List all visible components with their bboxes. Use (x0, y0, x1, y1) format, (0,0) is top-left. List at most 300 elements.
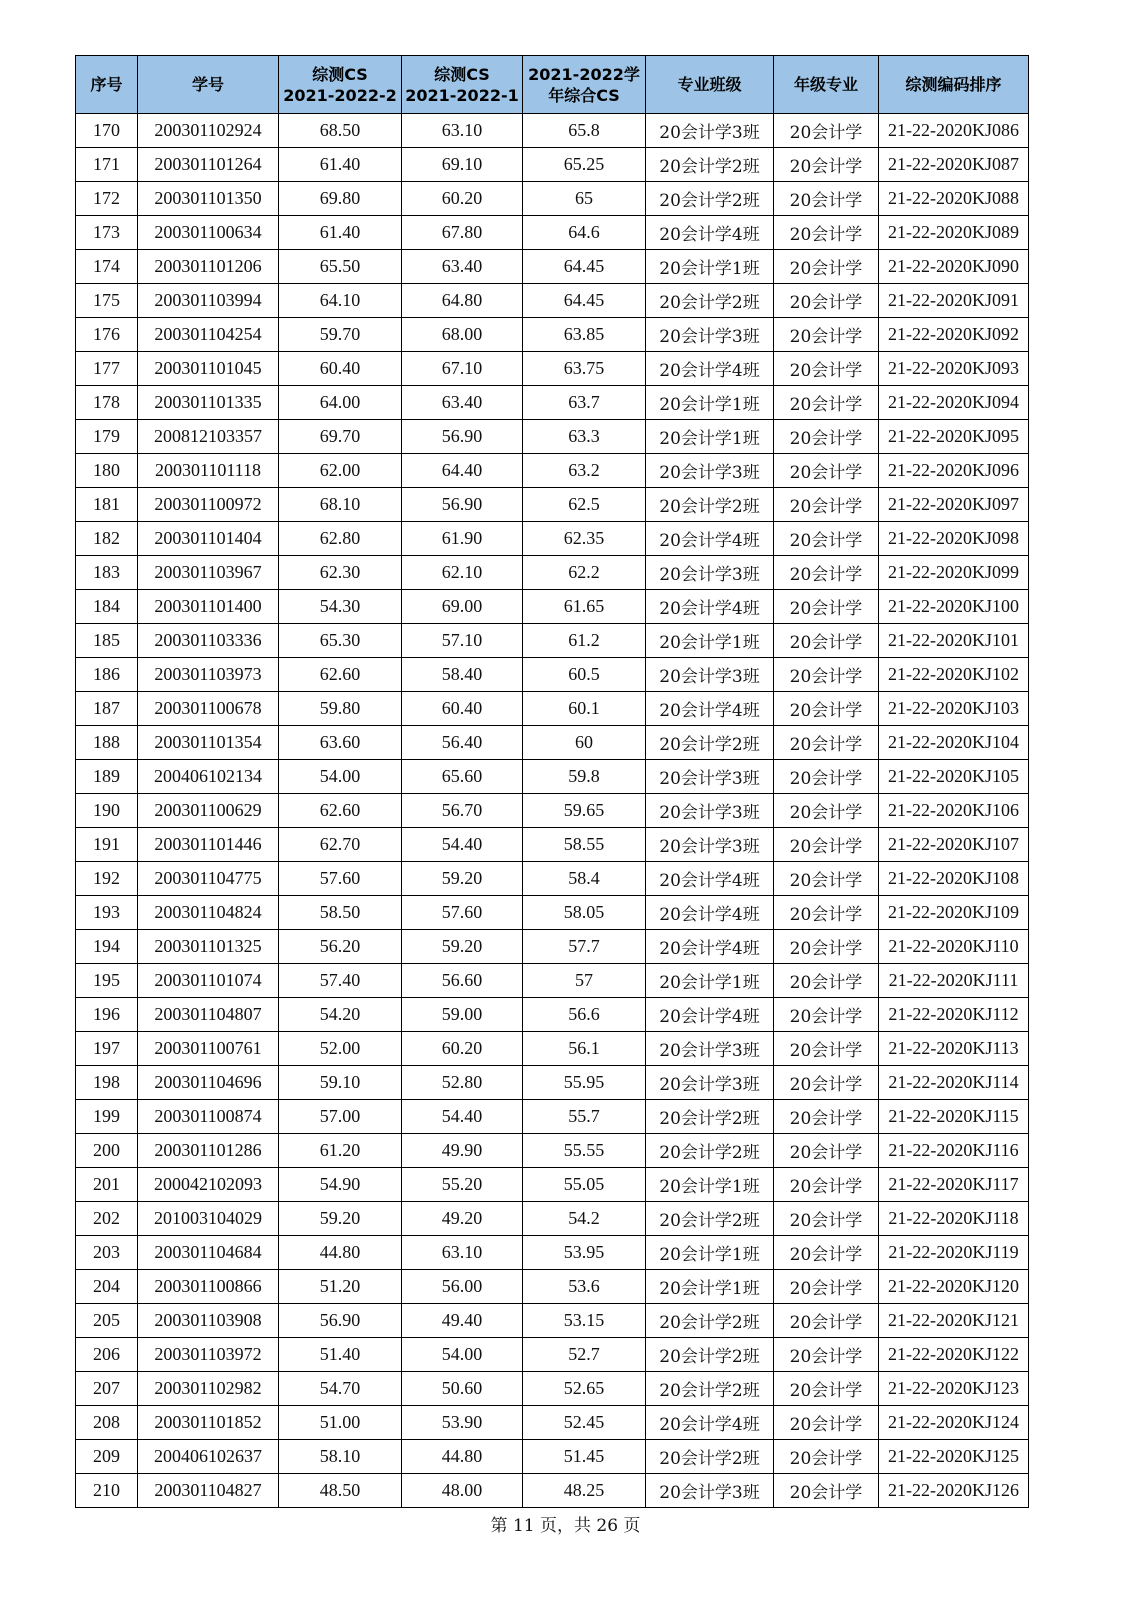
class-cell: 20会计学3班 (646, 794, 774, 828)
seq-cell: 186 (76, 658, 138, 692)
class-cell: 20会计学4班 (646, 692, 774, 726)
class-cell: 20会计学3班 (646, 828, 774, 862)
cs-2021-2022-2-cell: 57.00 (279, 1100, 402, 1134)
seq-cell: 174 (76, 250, 138, 284)
rank-code-cell: 21-22-2020KJ104 (879, 726, 1029, 760)
rank-code-cell: 21-22-2020KJ109 (879, 896, 1029, 930)
class-cell: 20会计学3班 (646, 1032, 774, 1066)
cs-2021-2022-2-cell: 52.00 (279, 1032, 402, 1066)
annual-cs-cell: 60.5 (523, 658, 646, 692)
annual-cs-cell: 64.45 (523, 284, 646, 318)
table-row (76, 1168, 1029, 1202)
student-id-cell: 200301100678 (138, 692, 279, 726)
column-header-cs2 (279, 56, 402, 114)
class-cell: 20会计学2班 (646, 1202, 774, 1236)
cs-2021-2022-2-cell: 62.60 (279, 794, 402, 828)
cs-2021-2022-1-cell: 56.00 (402, 1270, 523, 1304)
score-table-container (75, 55, 1029, 1508)
cs-2021-2022-1-cell: 57.60 (402, 896, 523, 930)
column-header-class (646, 56, 774, 114)
rank-code-cell: 21-22-2020KJ086 (879, 114, 1029, 148)
seq-cell: 209 (76, 1440, 138, 1474)
annual-cs-cell: 58.4 (523, 862, 646, 896)
student-id-cell: 200301102924 (138, 114, 279, 148)
class-cell: 20会计学2班 (646, 1304, 774, 1338)
rank-code-cell: 21-22-2020KJ102 (879, 658, 1029, 692)
major-cell: 20会计学 (774, 352, 879, 386)
cs-2021-2022-2-cell: 51.00 (279, 1406, 402, 1440)
rank-code-cell: 21-22-2020KJ114 (879, 1066, 1029, 1100)
column-header-rank-code (879, 56, 1029, 114)
table-row (76, 250, 1029, 284)
major-cell: 20会计学 (774, 386, 879, 420)
header-text: 综测编码排序 (905, 75, 1002, 94)
annual-cs-cell: 52.45 (523, 1406, 646, 1440)
cs-2021-2022-1-cell: 53.90 (402, 1406, 523, 1440)
table-row (76, 862, 1029, 896)
student-id-cell: 200301100629 (138, 794, 279, 828)
student-id-cell: 200301100874 (138, 1100, 279, 1134)
rank-code-cell: 21-22-2020KJ110 (879, 930, 1029, 964)
seq-cell: 199 (76, 1100, 138, 1134)
seq-cell: 178 (76, 386, 138, 420)
annual-cs-cell: 60 (523, 726, 646, 760)
annual-cs-cell: 64.6 (523, 216, 646, 250)
cs-2021-2022-2-cell: 62.60 (279, 658, 402, 692)
student-id-cell: 200301101400 (138, 590, 279, 624)
major-cell: 20会计学 (774, 1406, 879, 1440)
cs-2021-2022-1-cell: 69.00 (402, 590, 523, 624)
table-row (76, 454, 1029, 488)
cs-2021-2022-1-cell: 54.00 (402, 1338, 523, 1372)
student-id-cell: 200301100761 (138, 1032, 279, 1066)
cs-2021-2022-1-cell: 60.20 (402, 182, 523, 216)
annual-cs-cell: 55.05 (523, 1168, 646, 1202)
major-cell: 20会计学 (774, 726, 879, 760)
table-row (76, 658, 1029, 692)
seq-cell: 185 (76, 624, 138, 658)
major-cell: 20会计学 (774, 930, 879, 964)
major-cell: 20会计学 (774, 1270, 879, 1304)
rank-code-cell: 21-22-2020KJ100 (879, 590, 1029, 624)
annual-cs-cell: 57.7 (523, 930, 646, 964)
student-id-cell: 200301103994 (138, 284, 279, 318)
class-cell: 20会计学2班 (646, 182, 774, 216)
annual-cs-cell: 63.85 (523, 318, 646, 352)
student-id-cell: 200301103972 (138, 1338, 279, 1372)
major-cell: 20会计学 (774, 1032, 879, 1066)
class-cell: 20会计学4班 (646, 862, 774, 896)
header-text: 综测CS (434, 64, 490, 84)
annual-cs-cell: 51.45 (523, 1440, 646, 1474)
class-cell: 20会计学2班 (646, 284, 774, 318)
student-id-cell: 200301103908 (138, 1304, 279, 1338)
cs-2021-2022-1-cell: 69.10 (402, 148, 523, 182)
rank-code-cell: 21-22-2020KJ087 (879, 148, 1029, 182)
seq-cell: 183 (76, 556, 138, 590)
cs-2021-2022-1-cell: 56.60 (402, 964, 523, 998)
table-row (76, 1440, 1029, 1474)
cs-2021-2022-1-cell: 49.90 (402, 1134, 523, 1168)
major-cell: 20会计学 (774, 1066, 879, 1100)
student-id-cell: 200301101286 (138, 1134, 279, 1168)
cs-2021-2022-2-cell: 59.20 (279, 1202, 402, 1236)
class-cell: 20会计学4班 (646, 590, 774, 624)
rank-code-cell: 21-22-2020KJ094 (879, 386, 1029, 420)
header-text: 2021-2022-1 (405, 85, 519, 105)
major-cell: 20会计学 (774, 1202, 879, 1236)
rank-code-cell: 21-22-2020KJ119 (879, 1236, 1029, 1270)
seq-cell: 206 (76, 1338, 138, 1372)
annual-cs-cell: 61.2 (523, 624, 646, 658)
cs-2021-2022-1-cell: 67.80 (402, 216, 523, 250)
seq-cell: 202 (76, 1202, 138, 1236)
major-cell: 20会计学 (774, 488, 879, 522)
table-row (76, 1066, 1029, 1100)
major-cell: 20会计学 (774, 182, 879, 216)
table-row (76, 216, 1029, 250)
student-id-cell: 200406102134 (138, 760, 279, 794)
header-text: 学号 (191, 75, 224, 94)
column-header-student-id (138, 56, 279, 114)
cs-2021-2022-2-cell: 65.50 (279, 250, 402, 284)
student-id-cell: 200301101118 (138, 454, 279, 488)
annual-cs-cell: 57 (523, 964, 646, 998)
table-row (76, 1202, 1029, 1236)
header-text: 年综合CS (548, 85, 620, 105)
cs-2021-2022-2-cell: 59.80 (279, 692, 402, 726)
rank-code-cell: 21-22-2020KJ117 (879, 1168, 1029, 1202)
seq-cell: 207 (76, 1372, 138, 1406)
major-cell: 20会计学 (774, 216, 879, 250)
cs-2021-2022-1-cell: 63.10 (402, 1236, 523, 1270)
annual-cs-cell: 64.45 (523, 250, 646, 284)
table-row (76, 488, 1029, 522)
annual-cs-cell: 63.2 (523, 454, 646, 488)
cs-2021-2022-1-cell: 58.40 (402, 658, 523, 692)
major-cell: 20会计学 (774, 1100, 879, 1134)
class-cell: 20会计学1班 (646, 420, 774, 454)
annual-cs-cell: 53.15 (523, 1304, 646, 1338)
student-id-cell: 200301101335 (138, 386, 279, 420)
major-cell: 20会计学 (774, 420, 879, 454)
cs-2021-2022-2-cell: 44.80 (279, 1236, 402, 1270)
cs-2021-2022-1-cell: 59.00 (402, 998, 523, 1032)
rank-code-cell: 21-22-2020KJ118 (879, 1202, 1029, 1236)
header-text: 2021-2022-2 (283, 85, 397, 105)
rank-code-cell: 21-22-2020KJ124 (879, 1406, 1029, 1440)
table-row (76, 1304, 1029, 1338)
student-id-cell: 200301101404 (138, 522, 279, 556)
seq-cell: 187 (76, 692, 138, 726)
cs-2021-2022-2-cell: 64.10 (279, 284, 402, 318)
annual-cs-cell: 48.25 (523, 1474, 646, 1508)
cs-2021-2022-1-cell: 44.80 (402, 1440, 523, 1474)
cs-2021-2022-2-cell: 61.40 (279, 148, 402, 182)
table-row (76, 1134, 1029, 1168)
column-header-cs1 (402, 56, 523, 114)
annual-cs-cell: 63.3 (523, 420, 646, 454)
student-id-cell: 200301102982 (138, 1372, 279, 1406)
class-cell: 20会计学2班 (646, 1100, 774, 1134)
rank-code-cell: 21-22-2020KJ106 (879, 794, 1029, 828)
seq-cell: 195 (76, 964, 138, 998)
student-id-cell: 200301103967 (138, 556, 279, 590)
major-cell: 20会计学 (774, 284, 879, 318)
rank-code-cell: 21-22-2020KJ093 (879, 352, 1029, 386)
major-cell: 20会计学 (774, 1236, 879, 1270)
class-cell: 20会计学4班 (646, 216, 774, 250)
student-id-cell: 200301101354 (138, 726, 279, 760)
seq-cell: 193 (76, 896, 138, 930)
cs-2021-2022-2-cell: 68.10 (279, 488, 402, 522)
table-row (76, 896, 1029, 930)
cs-2021-2022-1-cell: 63.40 (402, 386, 523, 420)
student-id-cell: 200301103973 (138, 658, 279, 692)
class-cell: 20会计学1班 (646, 250, 774, 284)
cs-2021-2022-2-cell: 56.20 (279, 930, 402, 964)
cs-2021-2022-1-cell: 57.10 (402, 624, 523, 658)
major-cell: 20会计学 (774, 896, 879, 930)
rank-code-cell: 21-22-2020KJ096 (879, 454, 1029, 488)
table-row (76, 998, 1029, 1032)
class-cell: 20会计学1班 (646, 1270, 774, 1304)
student-id-cell: 200301100634 (138, 216, 279, 250)
rank-code-cell: 21-22-2020KJ115 (879, 1100, 1029, 1134)
annual-cs-cell: 53.6 (523, 1270, 646, 1304)
annual-cs-cell: 62.5 (523, 488, 646, 522)
cs-2021-2022-2-cell: 65.30 (279, 624, 402, 658)
seq-cell: 196 (76, 998, 138, 1032)
table-row (76, 556, 1029, 590)
student-id-cell: 200301101264 (138, 148, 279, 182)
header-text: 序号 (90, 75, 123, 94)
rank-code-cell: 21-22-2020KJ123 (879, 1372, 1029, 1406)
cs-2021-2022-1-cell: 65.60 (402, 760, 523, 794)
student-id-cell: 200301100866 (138, 1270, 279, 1304)
cs-2021-2022-2-cell: 60.40 (279, 352, 402, 386)
annual-cs-cell: 61.65 (523, 590, 646, 624)
annual-cs-cell: 52.65 (523, 1372, 646, 1406)
column-header-annual (523, 56, 646, 114)
class-cell: 20会计学3班 (646, 556, 774, 590)
annual-cs-cell: 58.05 (523, 896, 646, 930)
student-id-cell: 200301103336 (138, 624, 279, 658)
cs-2021-2022-2-cell: 57.60 (279, 862, 402, 896)
rank-code-cell: 21-22-2020KJ122 (879, 1338, 1029, 1372)
cs-2021-2022-2-cell: 61.40 (279, 216, 402, 250)
rank-code-cell: 21-22-2020KJ116 (879, 1134, 1029, 1168)
rank-code-cell: 21-22-2020KJ125 (879, 1440, 1029, 1474)
table-body (76, 114, 1029, 1508)
cs-2021-2022-2-cell: 59.70 (279, 318, 402, 352)
header-text: 专业班级 (677, 75, 742, 94)
seq-cell: 203 (76, 1236, 138, 1270)
class-cell: 20会计学1班 (646, 624, 774, 658)
cs-2021-2022-1-cell: 54.40 (402, 828, 523, 862)
rank-code-cell: 21-22-2020KJ095 (879, 420, 1029, 454)
major-cell: 20会计学 (774, 1372, 879, 1406)
student-id-cell: 200301104827 (138, 1474, 279, 1508)
class-cell: 20会计学3班 (646, 318, 774, 352)
cs-2021-2022-2-cell: 62.70 (279, 828, 402, 862)
rank-code-cell: 21-22-2020KJ090 (879, 250, 1029, 284)
major-cell: 20会计学 (774, 1168, 879, 1202)
rank-code-cell: 21-22-2020KJ097 (879, 488, 1029, 522)
cs-2021-2022-2-cell: 62.80 (279, 522, 402, 556)
cs-2021-2022-1-cell: 56.90 (402, 420, 523, 454)
table-row (76, 760, 1029, 794)
seq-cell: 205 (76, 1304, 138, 1338)
annual-cs-cell: 53.95 (523, 1236, 646, 1270)
student-id-cell: 201003104029 (138, 1202, 279, 1236)
student-id-cell: 200301104775 (138, 862, 279, 896)
student-id-cell: 200301101045 (138, 352, 279, 386)
cs-2021-2022-1-cell: 60.40 (402, 692, 523, 726)
seq-cell: 176 (76, 318, 138, 352)
class-cell: 20会计学1班 (646, 1168, 774, 1202)
class-cell: 20会计学3班 (646, 658, 774, 692)
cs-2021-2022-1-cell: 54.40 (402, 1100, 523, 1134)
cs-2021-2022-2-cell: 69.80 (279, 182, 402, 216)
seq-cell: 180 (76, 454, 138, 488)
class-cell: 20会计学3班 (646, 760, 774, 794)
major-cell: 20会计学 (774, 522, 879, 556)
seq-cell: 173 (76, 216, 138, 250)
cs-2021-2022-1-cell: 56.70 (402, 794, 523, 828)
cs-2021-2022-1-cell: 49.40 (402, 1304, 523, 1338)
student-id-cell: 200301104824 (138, 896, 279, 930)
rank-code-cell: 21-22-2020KJ091 (879, 284, 1029, 318)
header-text: 年级专业 (793, 75, 858, 94)
class-cell: 20会计学4班 (646, 352, 774, 386)
seq-cell: 192 (76, 862, 138, 896)
rank-code-cell: 21-22-2020KJ121 (879, 1304, 1029, 1338)
cs-2021-2022-2-cell: 59.10 (279, 1066, 402, 1100)
student-id-cell: 200301104807 (138, 998, 279, 1032)
cs-2021-2022-2-cell: 54.30 (279, 590, 402, 624)
major-cell: 20会计学 (774, 862, 879, 896)
class-cell: 20会计学2班 (646, 488, 774, 522)
class-cell: 20会计学1班 (646, 964, 774, 998)
table-row (76, 624, 1029, 658)
table-row (76, 590, 1029, 624)
cs-2021-2022-2-cell: 63.60 (279, 726, 402, 760)
annual-cs-cell: 56.1 (523, 1032, 646, 1066)
seq-cell: 189 (76, 760, 138, 794)
rank-code-cell: 21-22-2020KJ099 (879, 556, 1029, 590)
cs-2021-2022-2-cell: 48.50 (279, 1474, 402, 1508)
seq-cell: 204 (76, 1270, 138, 1304)
rank-code-cell: 21-22-2020KJ112 (879, 998, 1029, 1032)
student-id-cell: 200301101350 (138, 182, 279, 216)
major-cell: 20会计学 (774, 1440, 879, 1474)
rank-code-cell: 21-22-2020KJ107 (879, 828, 1029, 862)
cs-2021-2022-1-cell: 50.60 (402, 1372, 523, 1406)
annual-cs-cell: 60.1 (523, 692, 646, 726)
rank-code-cell: 21-22-2020KJ105 (879, 760, 1029, 794)
annual-cs-cell: 59.8 (523, 760, 646, 794)
cs-2021-2022-2-cell: 54.70 (279, 1372, 402, 1406)
major-cell: 20会计学 (774, 250, 879, 284)
seq-cell: 191 (76, 828, 138, 862)
rank-code-cell: 21-22-2020KJ111 (879, 964, 1029, 998)
cs-2021-2022-2-cell: 51.40 (279, 1338, 402, 1372)
annual-cs-cell: 59.65 (523, 794, 646, 828)
class-cell: 20会计学3班 (646, 114, 774, 148)
major-cell: 20会计学 (774, 692, 879, 726)
class-cell: 20会计学4班 (646, 930, 774, 964)
table-row (76, 964, 1029, 998)
seq-cell: 194 (76, 930, 138, 964)
rank-code-cell: 21-22-2020KJ120 (879, 1270, 1029, 1304)
major-cell: 20会计学 (774, 964, 879, 998)
seq-cell: 175 (76, 284, 138, 318)
annual-cs-cell: 54.2 (523, 1202, 646, 1236)
cs-2021-2022-2-cell: 54.90 (279, 1168, 402, 1202)
class-cell: 20会计学4班 (646, 1406, 774, 1440)
class-cell: 20会计学2班 (646, 1372, 774, 1406)
class-cell: 20会计学3班 (646, 1474, 774, 1508)
rank-code-cell: 21-22-2020KJ098 (879, 522, 1029, 556)
table-header-row (76, 56, 1029, 114)
annual-cs-cell: 55.55 (523, 1134, 646, 1168)
cs-2021-2022-2-cell: 62.00 (279, 454, 402, 488)
major-cell: 20会计学 (774, 148, 879, 182)
table-row (76, 114, 1029, 148)
major-cell: 20会计学 (774, 1474, 879, 1508)
table-row (76, 692, 1029, 726)
page-number: 第 11 页，共 26 页 (490, 1516, 641, 1536)
annual-cs-cell: 56.6 (523, 998, 646, 1032)
major-cell: 20会计学 (774, 760, 879, 794)
major-cell: 20会计学 (774, 1134, 879, 1168)
annual-cs-cell: 52.7 (523, 1338, 646, 1372)
cs-2021-2022-1-cell: 56.40 (402, 726, 523, 760)
annual-cs-cell: 63.75 (523, 352, 646, 386)
table-row (76, 828, 1029, 862)
class-cell: 20会计学3班 (646, 1066, 774, 1100)
annual-cs-cell: 62.2 (523, 556, 646, 590)
table-row (76, 318, 1029, 352)
cs-2021-2022-2-cell: 57.40 (279, 964, 402, 998)
student-id-cell: 200301104696 (138, 1066, 279, 1100)
class-cell: 20会计学3班 (646, 454, 774, 488)
rank-code-cell: 21-22-2020KJ113 (879, 1032, 1029, 1066)
class-cell: 20会计学1班 (646, 1236, 774, 1270)
class-cell: 20会计学1班 (646, 386, 774, 420)
major-cell: 20会计学 (774, 1338, 879, 1372)
table-row (76, 148, 1029, 182)
column-header-major (774, 56, 879, 114)
class-cell: 20会计学4班 (646, 998, 774, 1032)
seq-cell: 201 (76, 1168, 138, 1202)
cs-2021-2022-1-cell: 48.00 (402, 1474, 523, 1508)
annual-cs-cell: 58.55 (523, 828, 646, 862)
major-cell: 20会计学 (774, 318, 879, 352)
seq-cell: 177 (76, 352, 138, 386)
cs-2021-2022-1-cell: 49.20 (402, 1202, 523, 1236)
table-row (76, 930, 1029, 964)
seq-cell: 170 (76, 114, 138, 148)
cs-2021-2022-1-cell: 62.10 (402, 556, 523, 590)
rank-code-cell: 21-22-2020KJ101 (879, 624, 1029, 658)
cs-2021-2022-1-cell: 61.90 (402, 522, 523, 556)
cs-2021-2022-1-cell: 55.20 (402, 1168, 523, 1202)
cs-2021-2022-2-cell: 61.20 (279, 1134, 402, 1168)
table-row (76, 284, 1029, 318)
cs-2021-2022-1-cell: 63.40 (402, 250, 523, 284)
